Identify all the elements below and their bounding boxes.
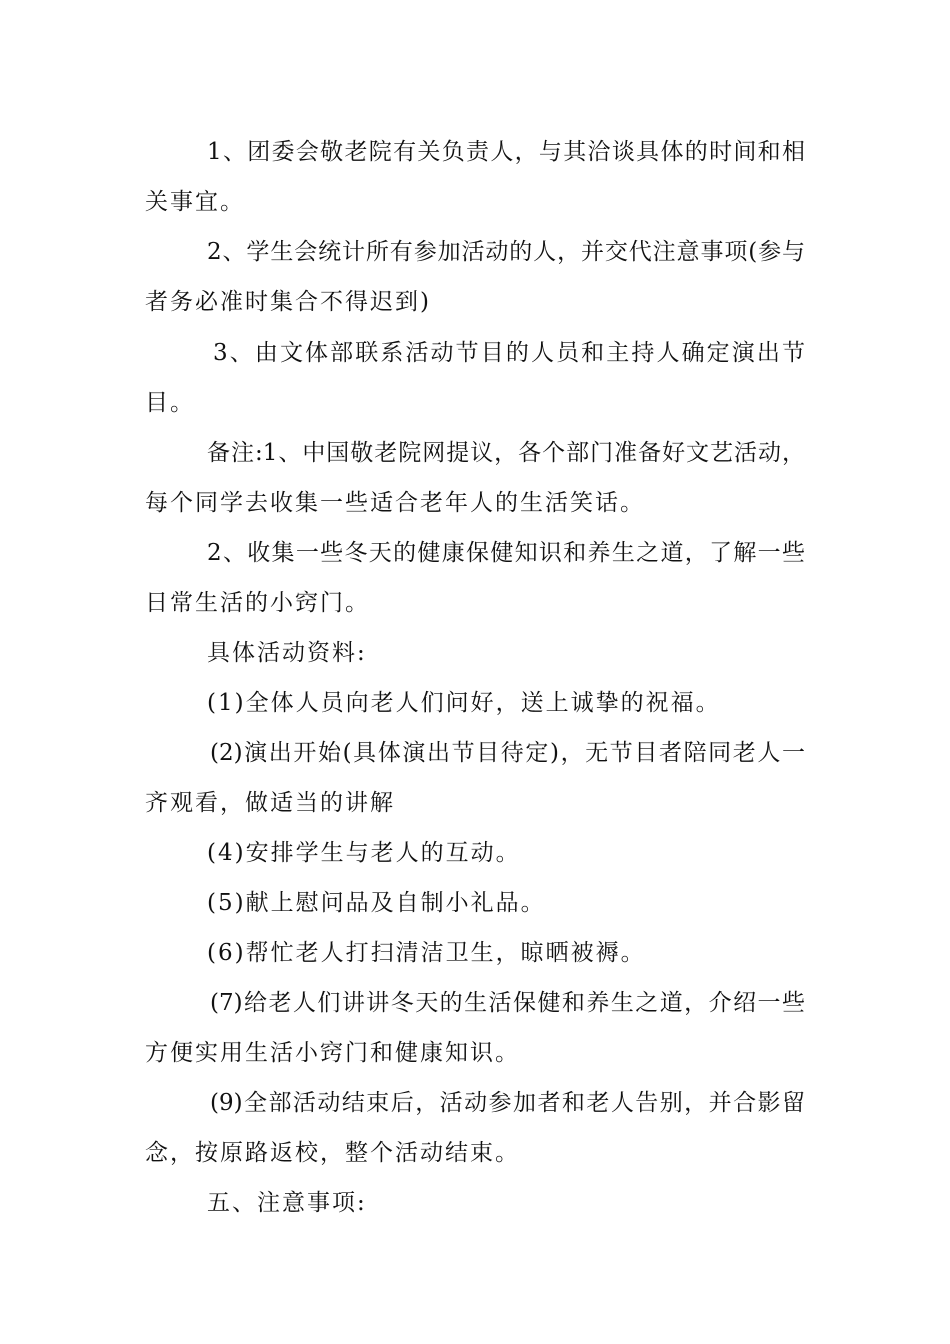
list-item-continuation: 齐观看，做适当的讲解 (145, 790, 395, 816)
paragraph-line: 2、学生会统计所有参加活动的人，并交代注意事项(参与 (207, 239, 805, 265)
paragraph-line: 目。 (145, 390, 195, 416)
list-item: (1)全体人员向老人们问好，送上诚挚的祝福。 (207, 690, 721, 716)
paragraph-line: 备注:1、中国敬老院网提议，各个部门准备好文艺活动， (207, 440, 805, 466)
list-item-continuation: 念，按原路返校，整个活动结束。 (145, 1140, 520, 1166)
list-item: (2)演出开始(具体演出节目待定)，无节目者陪同老人一 (210, 740, 805, 766)
list-item: (4)安排学生与老人的互动。 (207, 840, 521, 866)
list-item: (5)献上慰问品及自制小礼品。 (207, 890, 546, 916)
paragraph-line: 2、收集一些冬天的健康保健知识和养生之道，了解一些 (207, 540, 805, 566)
paragraph-line: 日常生活的小窍门。 (145, 590, 370, 616)
paragraph-line: 每个同学去收集一些适合老年人的生活笑话。 (145, 490, 645, 516)
list-item: (6)帮忙老人打扫清洁卫生，晾晒被褥。 (207, 940, 646, 966)
paragraph-line: 者务必准时集合不得迟到) (145, 289, 431, 315)
paragraph-line: 关事宜。 (145, 189, 245, 215)
paragraph-line: 1、团委会敬老院有关负责人，与其洽谈具体的时间和相 (207, 139, 805, 165)
list-item: (9)全部活动结束后，活动参加者和老人告别，并合影留 (210, 1090, 805, 1116)
section-heading: 具体活动资料: (207, 640, 367, 666)
paragraph-line: 3、由文体部联系活动节目的人员和主持人确定演出节 (213, 340, 805, 366)
section-heading: 五、注意事项: (207, 1190, 367, 1216)
list-item-continuation: 方便实用生活小窍门和健康知识。 (145, 1040, 520, 1066)
list-item: (7)给老人们讲讲冬天的生活保健和养生之道，介绍一些 (210, 990, 805, 1016)
